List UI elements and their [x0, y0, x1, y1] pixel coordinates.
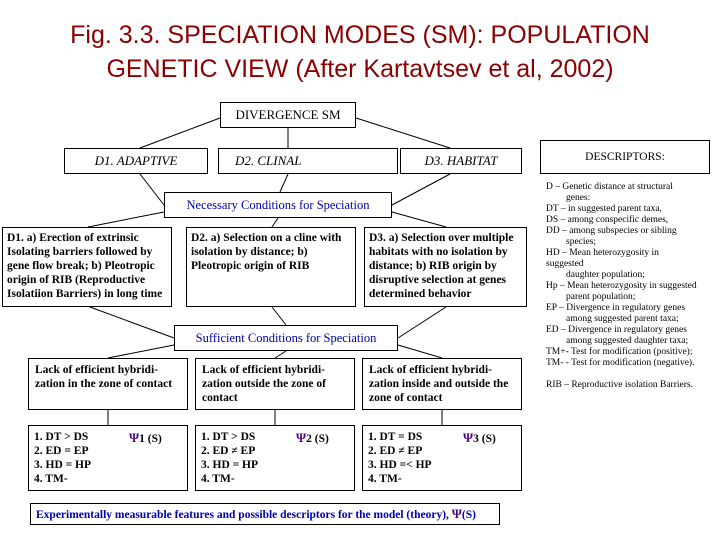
psi-label: 3 (S)	[473, 433, 496, 445]
descriptor-line	[546, 369, 718, 380]
descriptor-line: HD – Mean heterozygosity in	[546, 248, 659, 258]
psi-label: 1 (S)	[139, 433, 162, 445]
criteria-line-4: 4. TM-	[368, 473, 402, 485]
descriptor-line: species;	[566, 237, 597, 247]
criteria-line-3: 3. HD = HP	[34, 459, 92, 471]
psi-icon: Ψ	[463, 430, 474, 445]
necessary-box-d3: D3. a) Selection over multiple habitats with no isolation by distance; b) RIB origin by disruptive selection at genes determined behavior	[364, 227, 527, 307]
footer-tail: (S)	[461, 509, 476, 521]
descriptor-line: suggested	[546, 259, 584, 269]
psi-descriptor	[296, 431, 329, 446]
connector-n3-suf	[398, 307, 446, 338]
title-line-1: Fig. 3.3. SPECIATION MODES (SM): POPULATION	[70, 21, 650, 49]
sufficient-box-d3: Lack of efficient hybridi-zation inside and outside the zone of contact	[362, 358, 522, 410]
criteria-box-d3	[362, 425, 522, 491]
necessary-conditions-label: Necessary Conditions for Speciation	[164, 192, 392, 218]
descriptor-line: genes:	[566, 193, 591, 203]
descriptor-line: EP – Divergence in regulatory genes	[546, 303, 686, 313]
divergence-root-box: DIVERGENCE SM	[220, 102, 356, 128]
descriptor-line: TM- - Test for modification (negative).	[546, 358, 695, 368]
criteria-line-2: 2. ED ≠ EP	[368, 445, 423, 457]
sufficient-box-d1: Lack of efficient hybridi-zation in the zone of contact	[28, 358, 188, 410]
connector-root-d3	[356, 118, 450, 148]
psi-descriptor	[129, 431, 162, 446]
necessary-box-d1: D1. a) Erection of extrinsic Isolating barriers followed by gene flow break; b) Pleotropic origin of RIB (Reproductive Isolatiion Barriers) in long time	[2, 227, 172, 307]
psi-descriptor	[463, 431, 496, 446]
footer-note	[30, 503, 500, 525]
psi-label: 2 (S)	[306, 433, 329, 445]
criteria-line-1: 1. DT > DS	[34, 431, 89, 443]
criteria-line-4: 4. TM-	[34, 473, 68, 485]
criteria-line-2: 2. ED ≠ EP	[201, 445, 256, 457]
criteria-line-3: 3. HD = HP	[201, 459, 259, 471]
branch-d3-habitat: D3. HABITAT	[400, 148, 522, 174]
descriptors-list	[546, 182, 718, 391]
descriptor-line: RIB – Reproductive isolation Barriers.	[546, 380, 693, 390]
connector-n1-suf	[90, 307, 174, 338]
descriptor-line: parent population;	[566, 292, 636, 302]
descriptor-line: Hp – Mean heterozygosity in suggested	[546, 281, 697, 291]
criteria-line-4: 4. TM-	[201, 473, 235, 485]
connector-d1-nec	[140, 174, 164, 205]
criteria-line-1: 1. DT > DS	[201, 431, 256, 443]
descriptor-line: DD – among subspecies or sibling	[546, 226, 677, 236]
descriptor-line: ED – Divergence in regulatory genes	[546, 325, 687, 335]
psi-icon: Ψ	[451, 506, 462, 521]
connector-nec-n3	[392, 212, 446, 227]
criteria-line-3: 3. HD =< HP	[368, 459, 432, 471]
descriptor-line: DS – among conspecific demes,	[546, 215, 669, 225]
descriptor-line: D – Genetic distance at structural	[546, 182, 673, 192]
title-line-2: GENETIC VIEW (After Kartavtsev et al, 2002)	[106, 55, 614, 83]
descriptor-line: among suggested parent taxa;	[566, 314, 679, 324]
branch-d1-adaptive: D1. ADAPTIVE	[64, 148, 208, 174]
psi-icon: Ψ	[296, 430, 307, 445]
connector-nec-n1	[88, 212, 164, 227]
connector-suf-s1	[108, 345, 174, 358]
sufficient-conditions-label: Sufficient Conditions for Speciation	[174, 325, 398, 351]
descriptor-line: among suggested daughter taxa;	[566, 336, 689, 346]
descriptor-line: daughter population;	[566, 270, 645, 280]
connector-root-d1	[140, 118, 220, 148]
psi-icon: Ψ	[129, 430, 140, 445]
descriptor-line: DT – in suggested parent taxa,	[546, 204, 662, 214]
sufficient-box-d2: Lack of efficient hybridi-zation outside the zone of contact	[195, 358, 355, 410]
criteria-box-d2	[195, 425, 355, 491]
footer-text: Experimentally measurable features and possible descriptors for the model (theory),	[36, 509, 449, 521]
connector-n2-suf	[272, 307, 286, 325]
descriptors-heading: DESCRIPTORS:	[540, 140, 710, 174]
criteria-line-2: 2. ED = EP	[34, 445, 89, 457]
criteria-box-d1	[28, 425, 188, 491]
criteria-line-1: 1. DT = DS	[368, 431, 423, 443]
connector-nec-n2	[272, 218, 278, 227]
connector-suf-s2	[275, 351, 286, 358]
descriptor-line: TM+- Test for modification (positive);	[546, 347, 693, 357]
connector-suf-s3	[398, 345, 442, 358]
branch-d2-clinal: D2. CLINAL	[218, 148, 398, 174]
connector-d2-nec	[280, 174, 288, 192]
connector-d3-nec	[392, 174, 450, 205]
necessary-box-d2: D2. a) Selection on a cline with isolation by distance; b) Pleotropic origin of RIB	[186, 227, 356, 307]
